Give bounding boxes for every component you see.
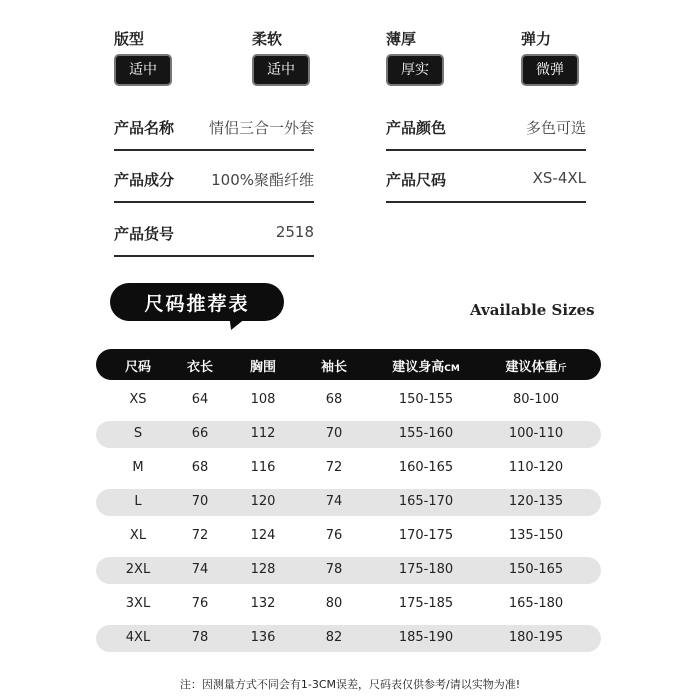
header-size: 尺码 [124, 360, 151, 375]
product-material-value: 100%聚酯纤维 [211, 171, 314, 189]
table-row [96, 557, 601, 584]
cell-sleeve: 80 [325, 596, 343, 611]
cell-weight: 180-195 [508, 630, 564, 645]
product-material-row [114, 163, 314, 203]
cell-chest: 108 [250, 392, 276, 407]
cell-sleeve: 78 [325, 562, 343, 577]
cell-size: 3XL [125, 596, 151, 611]
cell-height: 150-155 [398, 392, 454, 407]
cell-length: 70 [191, 494, 209, 509]
cell-chest: 136 [250, 630, 276, 645]
cell-size: L [134, 494, 142, 509]
table-row [96, 523, 601, 550]
header-weight-label: 建议体重 [505, 360, 558, 375]
cell-height: 175-185 [398, 596, 454, 611]
cell-sleeve: 70 [325, 426, 343, 441]
product-item-no-row [114, 217, 314, 257]
cell-length: 74 [191, 562, 209, 577]
table-row [96, 421, 601, 448]
cell-sleeve: 76 [325, 528, 343, 543]
cell-length: 64 [191, 392, 209, 407]
cell-weight: 165-180 [508, 596, 564, 611]
cell-weight: 135-150 [508, 528, 564, 543]
cell-chest: 112 [250, 426, 276, 441]
header-chest: 胸围 [249, 360, 276, 375]
cell-size: XL [129, 528, 147, 543]
attribute-title: 薄厚 [386, 30, 417, 48]
product-color-label: 产品颜色 [386, 119, 447, 137]
product-item-no-label: 产品货号 [114, 225, 175, 243]
attribute-value-badge: 厚实 [386, 54, 444, 86]
cell-height: 185-190 [398, 630, 454, 645]
header-weight-unit: 斤 [557, 364, 567, 374]
product-name-row [114, 111, 314, 151]
cell-sleeve: 82 [325, 630, 343, 645]
cell-height: 155-160 [398, 426, 454, 441]
product-size-row [386, 163, 586, 203]
attribute-value-badge: 适中 [114, 54, 172, 86]
cell-weight: 120-135 [508, 494, 564, 509]
cell-size: S [133, 426, 143, 441]
table-row [96, 591, 601, 618]
attribute-title: 版型 [114, 30, 145, 48]
cell-chest: 132 [250, 596, 276, 611]
cell-height: 160-165 [398, 460, 454, 475]
cell-height: 175-180 [398, 562, 454, 577]
product-name-label: 产品名称 [114, 119, 175, 137]
size-note: 注：因测量方式不同会有1-3CM误差，尺码表仅供参考/请以实物为准! [179, 678, 521, 691]
header-weight [496, 356, 576, 375]
cell-chest: 120 [250, 494, 276, 509]
cell-sleeve: 72 [325, 460, 343, 475]
product-color-row [386, 111, 586, 151]
header-height-unit: CM [444, 364, 460, 374]
product-size-label: 产品尺码 [386, 171, 447, 189]
cell-weight: 150-165 [508, 562, 564, 577]
cell-chest: 124 [250, 528, 276, 543]
cell-size: 2XL [125, 562, 151, 577]
cell-height: 165-170 [398, 494, 454, 509]
product-material-label: 产品成分 [114, 171, 175, 189]
cell-chest: 116 [250, 460, 276, 475]
attribute-value-badge: 微弹 [521, 54, 579, 86]
cell-size: M [132, 460, 144, 475]
cell-length: 66 [191, 426, 209, 441]
cell-size: XS [129, 392, 147, 407]
cell-weight: 80-100 [512, 392, 560, 407]
cell-height: 170-175 [398, 528, 454, 543]
cell-sleeve: 68 [325, 392, 343, 407]
available-sizes-subtitle: Available Sizes [470, 301, 595, 319]
cell-length: 68 [191, 460, 209, 475]
attribute-title: 柔软 [252, 30, 283, 48]
table-row [96, 455, 601, 482]
cell-length: 76 [191, 596, 209, 611]
header-sleeve: 袖长 [320, 360, 347, 375]
product-size-value: XS-4XL [532, 169, 586, 187]
size-table-header [96, 349, 601, 380]
table-row [96, 387, 601, 414]
cell-sleeve: 74 [325, 494, 343, 509]
cell-chest: 128 [250, 562, 276, 577]
product-color-value: 多色可选 [525, 119, 586, 137]
header-length: 衣长 [186, 360, 213, 375]
cell-length: 78 [191, 630, 209, 645]
product-name-value: 情侣三合一外套 [208, 119, 314, 137]
header-height-label: 建议身高 [392, 360, 445, 375]
header-height [386, 356, 466, 375]
size-chart-title-bubble [110, 283, 284, 321]
size-chart-title: 尺码推荐表 [144, 293, 250, 315]
attribute-title: 弹力 [521, 30, 552, 48]
attribute-value-badge: 适中 [252, 54, 310, 86]
product-item-no-value: 2518 [275, 223, 314, 241]
cell-length: 72 [191, 528, 209, 543]
table-row [96, 625, 601, 652]
table-row [96, 489, 601, 516]
cell-size: 4XL [125, 630, 151, 645]
cell-weight: 110-120 [508, 460, 564, 475]
cell-weight: 100-110 [508, 426, 564, 441]
